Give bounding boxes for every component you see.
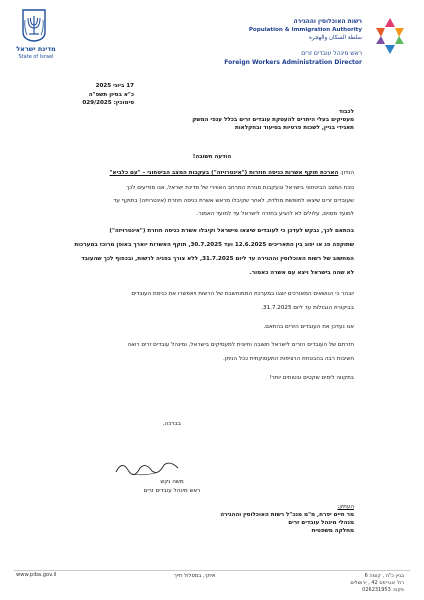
cc-label: העתק: bbox=[337, 504, 354, 510]
date-gregorian: 17 ביוני 2025 bbox=[95, 83, 134, 89]
recipients-to-label: לכבוד bbox=[338, 109, 354, 115]
cc-item-2: מנהלי מינהל עובדים זרים bbox=[288, 520, 354, 526]
director-title-hebrew: ראש מינהל עובדים זרים bbox=[301, 50, 362, 57]
paragraph-2-line-4: לא שהה בישראל ויצא עם אשרה כאמור. bbox=[249, 270, 354, 276]
signature-name: משה נקש bbox=[160, 479, 184, 485]
reference-number: סימוכין: 029/2025 bbox=[82, 100, 134, 106]
footer-slogan: איתך, במסלול חייך bbox=[174, 573, 216, 579]
footer-website-link[interactable]: www.piba.gov.il bbox=[16, 572, 57, 578]
paragraph-4: אנו נעדכן את העובדים הזרים בהתאם. bbox=[263, 324, 354, 330]
paragraph-2-line-1: בהתאם לכך, נבקש לעדכן כי לעובדים שיצאו מישראל וקיבלו אשרת כניסה חוזרת ("אינטרויזה") bbox=[109, 228, 354, 234]
footer-address-line-1: בניין כ"ח , קומה 6 bbox=[364, 573, 404, 579]
closing-wish: בתקווה לימים שקטים ובטוחים יותר! bbox=[269, 375, 354, 381]
cc-block bbox=[114, 503, 354, 535]
paragraph-3-line-2: בביקורת הגבולות עד ליום 31.7.2025. bbox=[261, 305, 354, 311]
greeting-heading: הודעה חשובה! bbox=[192, 154, 232, 160]
subject-text: הארכת תוקף אשרות כניסה חוזרות ("אינטרויזה") בעקבות המצב הביטחוני – "עם כלביא" bbox=[109, 170, 339, 176]
paragraph-5-line-2: חשיבות רבה בהבטחת הרציפות התעסוקתית ככל הניתן. bbox=[223, 356, 354, 362]
paragraph-1-line-1: נוכח המצב הביטחוני בישראל ובעקבות סגירת המרחב האווירי של מדינת ישראל, אנו מודיעים לכך bbox=[126, 185, 354, 191]
cc-item-3: מחלקה משפטית bbox=[311, 528, 354, 534]
state-emblem-icon bbox=[20, 8, 48, 42]
authority-logo-icon bbox=[368, 14, 412, 58]
paragraph-5-line-1: חזרתם של העובדים הזרים לישראל חשובה וחיונית למעסיקים בישראל, ומינהל עובדים זרים רואה bbox=[127, 342, 354, 348]
recipients-line-1: מעסיקים בעלי היתרים להעסקת עובדים זרים בכלל ענפי המשק bbox=[192, 117, 354, 123]
paragraph-1-line-3: למועד מסוים, עלולים לא להגיע בחזרה לישראל עד למועד האמור. bbox=[196, 211, 354, 217]
state-name-hebrew: מדינת ישראל bbox=[16, 45, 56, 53]
authority-name-arabic: سلطة السكان والهجرة bbox=[309, 35, 362, 41]
paragraph-1-line-2: שעובדים זרים שיצאו לחופשת מולדת, לאחר שקיבלו מראש אשרת כניסה חוזרת (אינטרויזה) בתוקף עד bbox=[113, 198, 354, 204]
handwritten-signature bbox=[112, 456, 182, 478]
footer-address-line-2: רח' אגריפס 42 , ירושלים bbox=[350, 580, 404, 586]
director-header bbox=[142, 50, 362, 67]
footer-address bbox=[314, 573, 404, 594]
authority-name-english: Population & Immigration Authority bbox=[248, 27, 362, 33]
signature-regards: בברכה, bbox=[162, 421, 182, 427]
authority-header bbox=[162, 18, 362, 42]
paragraph-3-line-1: יובהר כי הנושאים המאורכים יוצגו במערכת הממוחשבת של הרשות ויאפשרו את כניסת העובדים bbox=[131, 291, 354, 297]
paragraph-2-line-3: המחשוב של רשות האוכלוסין וההגירה עד ליום 31.7.2025, ללא צורך בפניה לרשות, ובכפוף לכך שהעובד bbox=[81, 256, 354, 262]
date-hebrew: כ"א בסיון תשפ"ה bbox=[88, 91, 134, 98]
signature-title: ראש מינהל עובדים זרים bbox=[143, 488, 201, 494]
subject-label: הנדון: bbox=[340, 170, 354, 176]
date-block bbox=[54, 82, 134, 108]
director-title-english: Foreign Workers Administration Director bbox=[224, 59, 362, 66]
footer-fax: פקס: 026231953 bbox=[362, 587, 404, 593]
subject-line bbox=[64, 169, 354, 177]
recipients-line-2: תאגידי בניין, לשכות פרטיות בסיעוד ובחקלאות bbox=[234, 125, 354, 131]
footer-divider bbox=[14, 570, 410, 571]
paragraph-2-line-2: שתוקפה פג או יפוג בין התאריכים 12.6.2025 ועד 30.7.2025, תוקף האשרות יוארך באופן מרוכז במערכות bbox=[74, 242, 354, 248]
authority-name-hebrew: רשות האוכלוסין וההגירה bbox=[293, 18, 362, 25]
cc-item-1: מר חיים יפרח, מ"מ מנכ"ל רשות האוכלוסין וההגירה bbox=[220, 512, 354, 518]
state-name-english: State of Israel bbox=[18, 54, 54, 60]
